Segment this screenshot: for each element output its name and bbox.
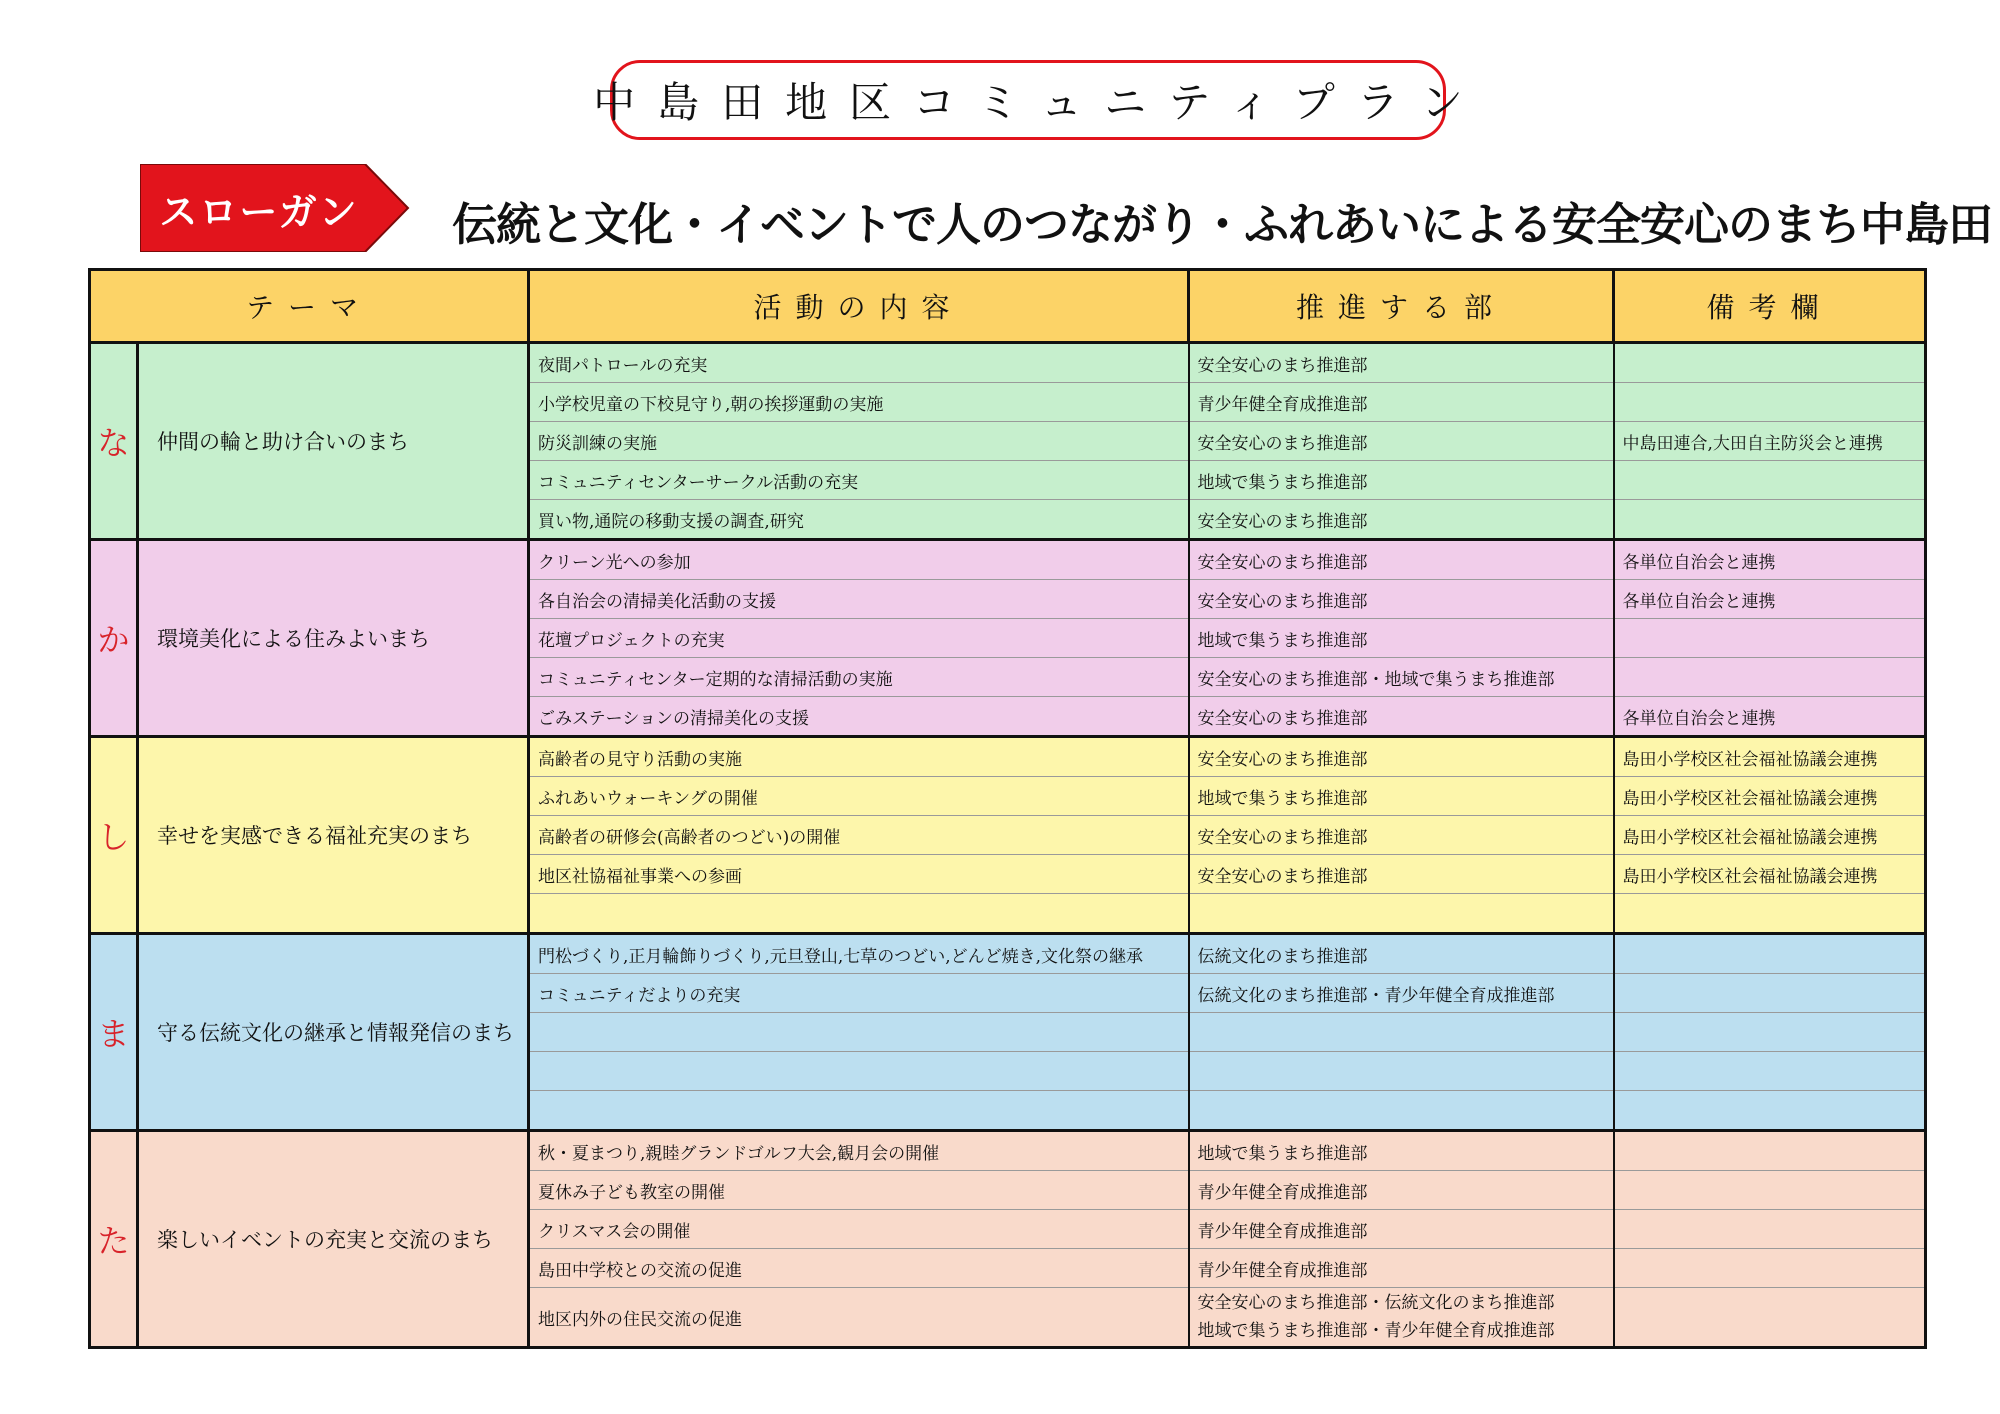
department-cell: 地域で集うまち推進部 <box>1189 461 1614 500</box>
department-cell: 青少年健全育成推進部 <box>1189 1171 1614 1210</box>
table-row <box>90 1131 1926 1171</box>
note-cell <box>1614 500 1926 540</box>
theme-kana: か <box>90 540 138 737</box>
activity-cell: 花壇プロジェクトの充実 <box>529 619 1189 658</box>
theme-kana: た <box>90 1131 138 1348</box>
activity-cell: 門松づくり,正月輪飾りづくり,元旦登山,七草のつどい,どんど焼き,文化祭の継承 <box>529 934 1189 974</box>
department-cell <box>1189 894 1614 934</box>
note-cell: 島田小学校区社会福祉協議会連携 <box>1614 777 1926 816</box>
header-notes: 備考欄 <box>1614 270 1926 343</box>
department-cell: 伝統文化のまち推進部 <box>1189 934 1614 974</box>
note-cell <box>1614 934 1926 974</box>
activity-cell: コミュニティだよりの充実 <box>529 974 1189 1013</box>
department-cell: 安全安心のまち推進部 <box>1189 422 1614 461</box>
activity-cell: 地区内外の住民交流の促進 <box>529 1288 1189 1348</box>
department-cell <box>1189 1052 1614 1091</box>
activity-cell: 防災訓練の実施 <box>529 422 1189 461</box>
activity-cell: 買い物,通院の移動支援の調査,研究 <box>529 500 1189 540</box>
note-cell <box>1614 1013 1926 1052</box>
activity-cell: 島田中学校との交流の促進 <box>529 1249 1189 1288</box>
theme-cell: 楽しいイベントの充実と交流のまち <box>138 1131 529 1348</box>
theme-cell: 幸せを実感できる福祉充実のまち <box>138 737 529 934</box>
note-cell <box>1614 1249 1926 1288</box>
activity-cell: コミュニティセンター定期的な清掃活動の実施 <box>529 658 1189 697</box>
department-cell: 安全安心のまち推進部 <box>1189 855 1614 894</box>
theme-cell: 仲間の輪と助け合いのまち <box>138 343 529 540</box>
title-box <box>593 60 1485 140</box>
activity-cell: ごみステーションの清掃美化の支援 <box>529 697 1189 737</box>
note-cell <box>1614 658 1926 697</box>
table-body <box>90 343 1926 1348</box>
department-cell: 安全安心のまち推進部 <box>1189 697 1614 737</box>
activity-cell <box>529 1013 1189 1052</box>
page-title: 中島田地区コミュニティプラン <box>593 78 1485 127</box>
department-cell: 地域で集うまち推進部 <box>1189 1131 1614 1171</box>
department-cell: 安全安心のまち推進部 <box>1189 816 1614 855</box>
table-row <box>90 343 1926 383</box>
department-cell: 地域で集うまち推進部 <box>1189 619 1614 658</box>
department-cell <box>1189 1091 1614 1131</box>
note-cell <box>1614 894 1926 934</box>
note-cell <box>1614 383 1926 422</box>
activity-cell: 小学校児童の下校見守り,朝の挨拶運動の実施 <box>529 383 1189 422</box>
note-cell: 各単位自治会と連携 <box>1614 697 1926 737</box>
note-cell <box>1614 1052 1926 1091</box>
slogan-text: 伝統と文化・イベントで人のつながり・ふれあいによる安全安心のまち中島田 <box>452 198 1993 251</box>
note-cell: 中島田連合,大田自主防災会と連携 <box>1614 422 1926 461</box>
activity-cell: 各自治会の清掃美化活動の支援 <box>529 580 1189 619</box>
table-row <box>90 934 1926 974</box>
note-cell: 島田小学校区社会福祉協議会連携 <box>1614 816 1926 855</box>
note-cell <box>1614 974 1926 1013</box>
activity-cell <box>529 894 1189 934</box>
theme-kana: し <box>90 737 138 934</box>
activity-cell: クリスマス会の開催 <box>529 1210 1189 1249</box>
slogan-tag <box>140 164 410 252</box>
slogan-tag-label: スローガン <box>159 189 359 234</box>
table-row <box>90 540 1926 580</box>
theme-kana: ま <box>90 934 138 1131</box>
note-cell <box>1614 619 1926 658</box>
department-cell: 安全安心のまち推進部・地域で集うまち推進部 <box>1189 658 1614 697</box>
note-cell <box>1614 461 1926 500</box>
activity-cell: 高齢者の研修会(高齢者のつどい)の開催 <box>529 816 1189 855</box>
header-activity: 活動の内容 <box>529 270 1189 343</box>
table-header-row <box>90 270 1926 343</box>
department-cell: 安全安心のまち推進部 <box>1189 737 1614 777</box>
department-cell: 安全安心のまち推進部 <box>1189 500 1614 540</box>
activity-cell: クリーン光への参加 <box>529 540 1189 580</box>
note-cell: 島田小学校区社会福祉協議会連携 <box>1614 737 1926 777</box>
activity-cell: 夏休み子ども教室の開催 <box>529 1171 1189 1210</box>
note-cell: 島田小学校区社会福祉協議会連携 <box>1614 855 1926 894</box>
header-theme: テーマ <box>90 270 529 343</box>
note-cell <box>1614 1171 1926 1210</box>
department-cell: 安全安心のまち推進部・伝統文化のまち推進部 地域で集うまち推進部・青少年健全育成推進部 <box>1189 1288 1614 1348</box>
activity-cell <box>529 1052 1189 1091</box>
theme-cell: 環境美化による住みよいまち <box>138 540 529 737</box>
note-cell: 各単位自治会と連携 <box>1614 540 1926 580</box>
table-row <box>90 737 1926 777</box>
activity-cell: ふれあいウォーキングの開催 <box>529 777 1189 816</box>
note-cell <box>1614 1288 1926 1348</box>
activity-cell <box>529 1091 1189 1131</box>
note-cell <box>1614 343 1926 383</box>
department-cell: 安全安心のまち推進部 <box>1189 580 1614 619</box>
note-cell <box>1614 1131 1926 1171</box>
activity-cell: 秋・夏まつり,親睦グランドゴルフ大会,観月会の開催 <box>529 1131 1189 1171</box>
header-department: 推進する部 <box>1189 270 1614 343</box>
activity-cell: コミュニティセンターサークル活動の充実 <box>529 461 1189 500</box>
department-cell: 青少年健全育成推進部 <box>1189 383 1614 422</box>
note-cell <box>1614 1091 1926 1131</box>
note-cell <box>1614 1210 1926 1249</box>
note-cell: 各単位自治会と連携 <box>1614 580 1926 619</box>
activity-cell: 地区社協福祉事業への参画 <box>529 855 1189 894</box>
department-cell: 青少年健全育成推進部 <box>1189 1210 1614 1249</box>
plan-table <box>88 268 1927 1349</box>
department-cell: 伝統文化のまち推進部・青少年健全育成推進部 <box>1189 974 1614 1013</box>
department-cell: 安全安心のまち推進部 <box>1189 540 1614 580</box>
theme-cell: 守る伝統文化の継承と情報発信のまち <box>138 934 529 1131</box>
department-cell: 青少年健全育成推進部 <box>1189 1249 1614 1288</box>
department-cell: 地域で集うまち推進部 <box>1189 777 1614 816</box>
department-cell: 安全安心のまち推進部 <box>1189 343 1614 383</box>
department-cell <box>1189 1013 1614 1052</box>
activity-cell: 夜間パトロールの充実 <box>529 343 1189 383</box>
activity-cell: 高齢者の見守り活動の実施 <box>529 737 1189 777</box>
theme-kana: な <box>90 343 138 540</box>
